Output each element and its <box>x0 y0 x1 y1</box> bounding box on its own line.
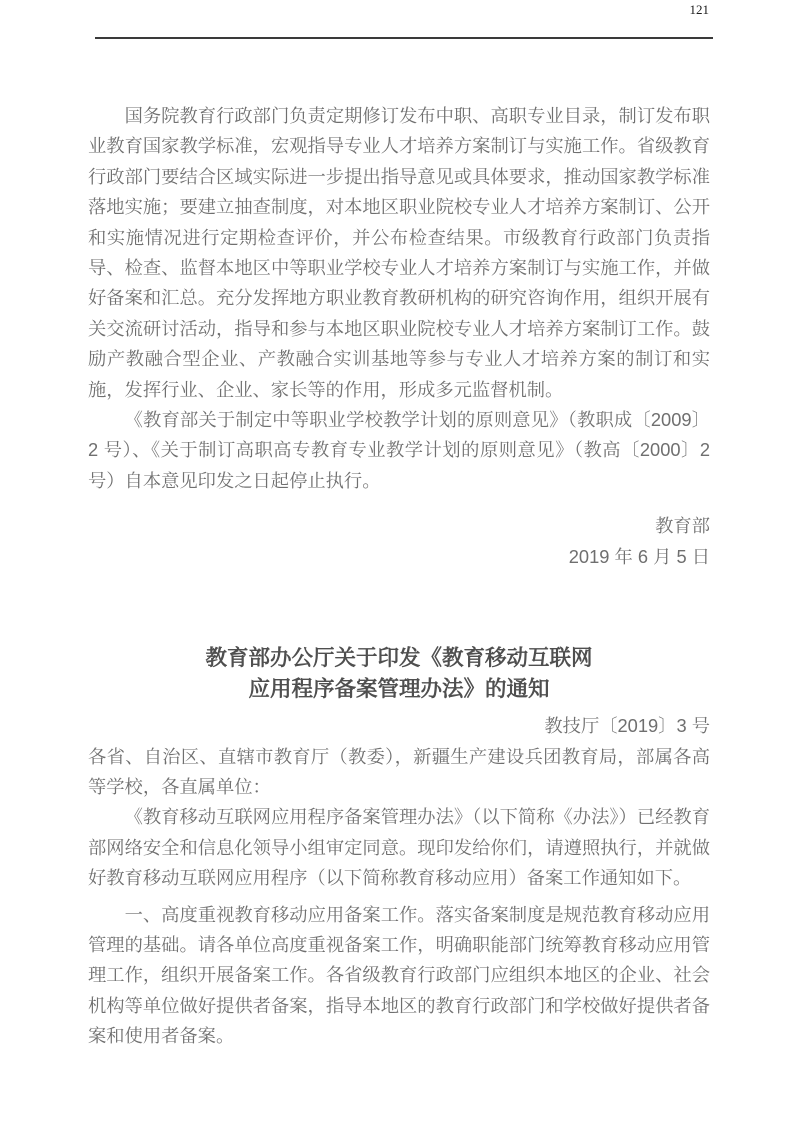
page-content <box>88 101 710 1052</box>
body-paragraph-vocational-standards: 国务院教育行政部门负责定期修订发布中职、高职专业目录，制订发布职业教育国家教学标准，宏观指导专业人才培养方案制订与实施工作。省级教育行政部门要结合区域实际进一步提出指导意见或具体要求，推动国家教学标准落地实施；要建立抽查制度，对本地区职业院校专业人才培养方案制订、公开和实施情况进行定期检查评价，并公布检查结果。市级教育行政部门负责指导、检查、监督本地区中等职业学校专业人才培养方案制订与实施工作，并做好备案和汇总。充分发挥地方职业教育教研机构的研究咨询作用，组织开展有关交流研讨活动，指导和参与本地区职业院校专业人才培养方案制订工作。鼓励产教融合型企业、产教融合实训基地等参与专业人才培养方案的制订和实施，发挥行业、企业、家长等的作用，形成多元监督机制。 <box>88 105 710 400</box>
notice-title-line-2: 应用程序备案管理办法》的通知 <box>248 676 550 701</box>
notice-salutation: 各省、自治区、直辖市教育厅（教委），新疆生产建设兵团教育局，部属各高等学校，各直属单位： <box>88 745 710 797</box>
page-number: 121 <box>689 2 709 17</box>
notice-title-line-1: 教育部办公厅关于印发《教育移动互联网 <box>205 646 593 671</box>
signature-block <box>88 511 710 572</box>
document-number: 教技厅〔2019〕3 号 <box>544 715 710 737</box>
header-rule-divider <box>95 37 713 39</box>
body-paragraph-repealed-documents: 《教育部关于制定中等职业学校教学计划的原则意见》（教职成〔2009〕2 号）、《关于制订高职高专教育专业教学计划的原则意见》（教高〔2000〕2 号）自本意见印发之日起停止执行。 <box>88 409 710 491</box>
notice-paragraph-intro: 《教育移动互联网应用程序备案管理办法》（以下简称《办法》）已经教育部网络安全和信息化领导小组审定同意。现印发给你们，请遵照执行，并就做好教育移动互联网应用程序（以下简称教育移动应用）备案工作通知如下。 <box>88 806 710 889</box>
notice-title <box>88 643 710 704</box>
notice-paragraph-item-one: 一、高度重视教育移动应用备案工作。落实备案制度是规范教育移动应用管理的基础。请各单位高度重视备案工作，明确职能部门统筹教育移动应用管理工作，组织开展备案工作。各省级教育行政部门应组织本地区的企业、社会机构等单位做好提供者备案，指导本地区的教育行政部门和学校做好提供者备案和使用者备案。 <box>88 903 710 1047</box>
signature-date: 2019 年 6 月 5 日 <box>568 545 710 567</box>
signature-organization: 教育部 <box>655 515 710 537</box>
